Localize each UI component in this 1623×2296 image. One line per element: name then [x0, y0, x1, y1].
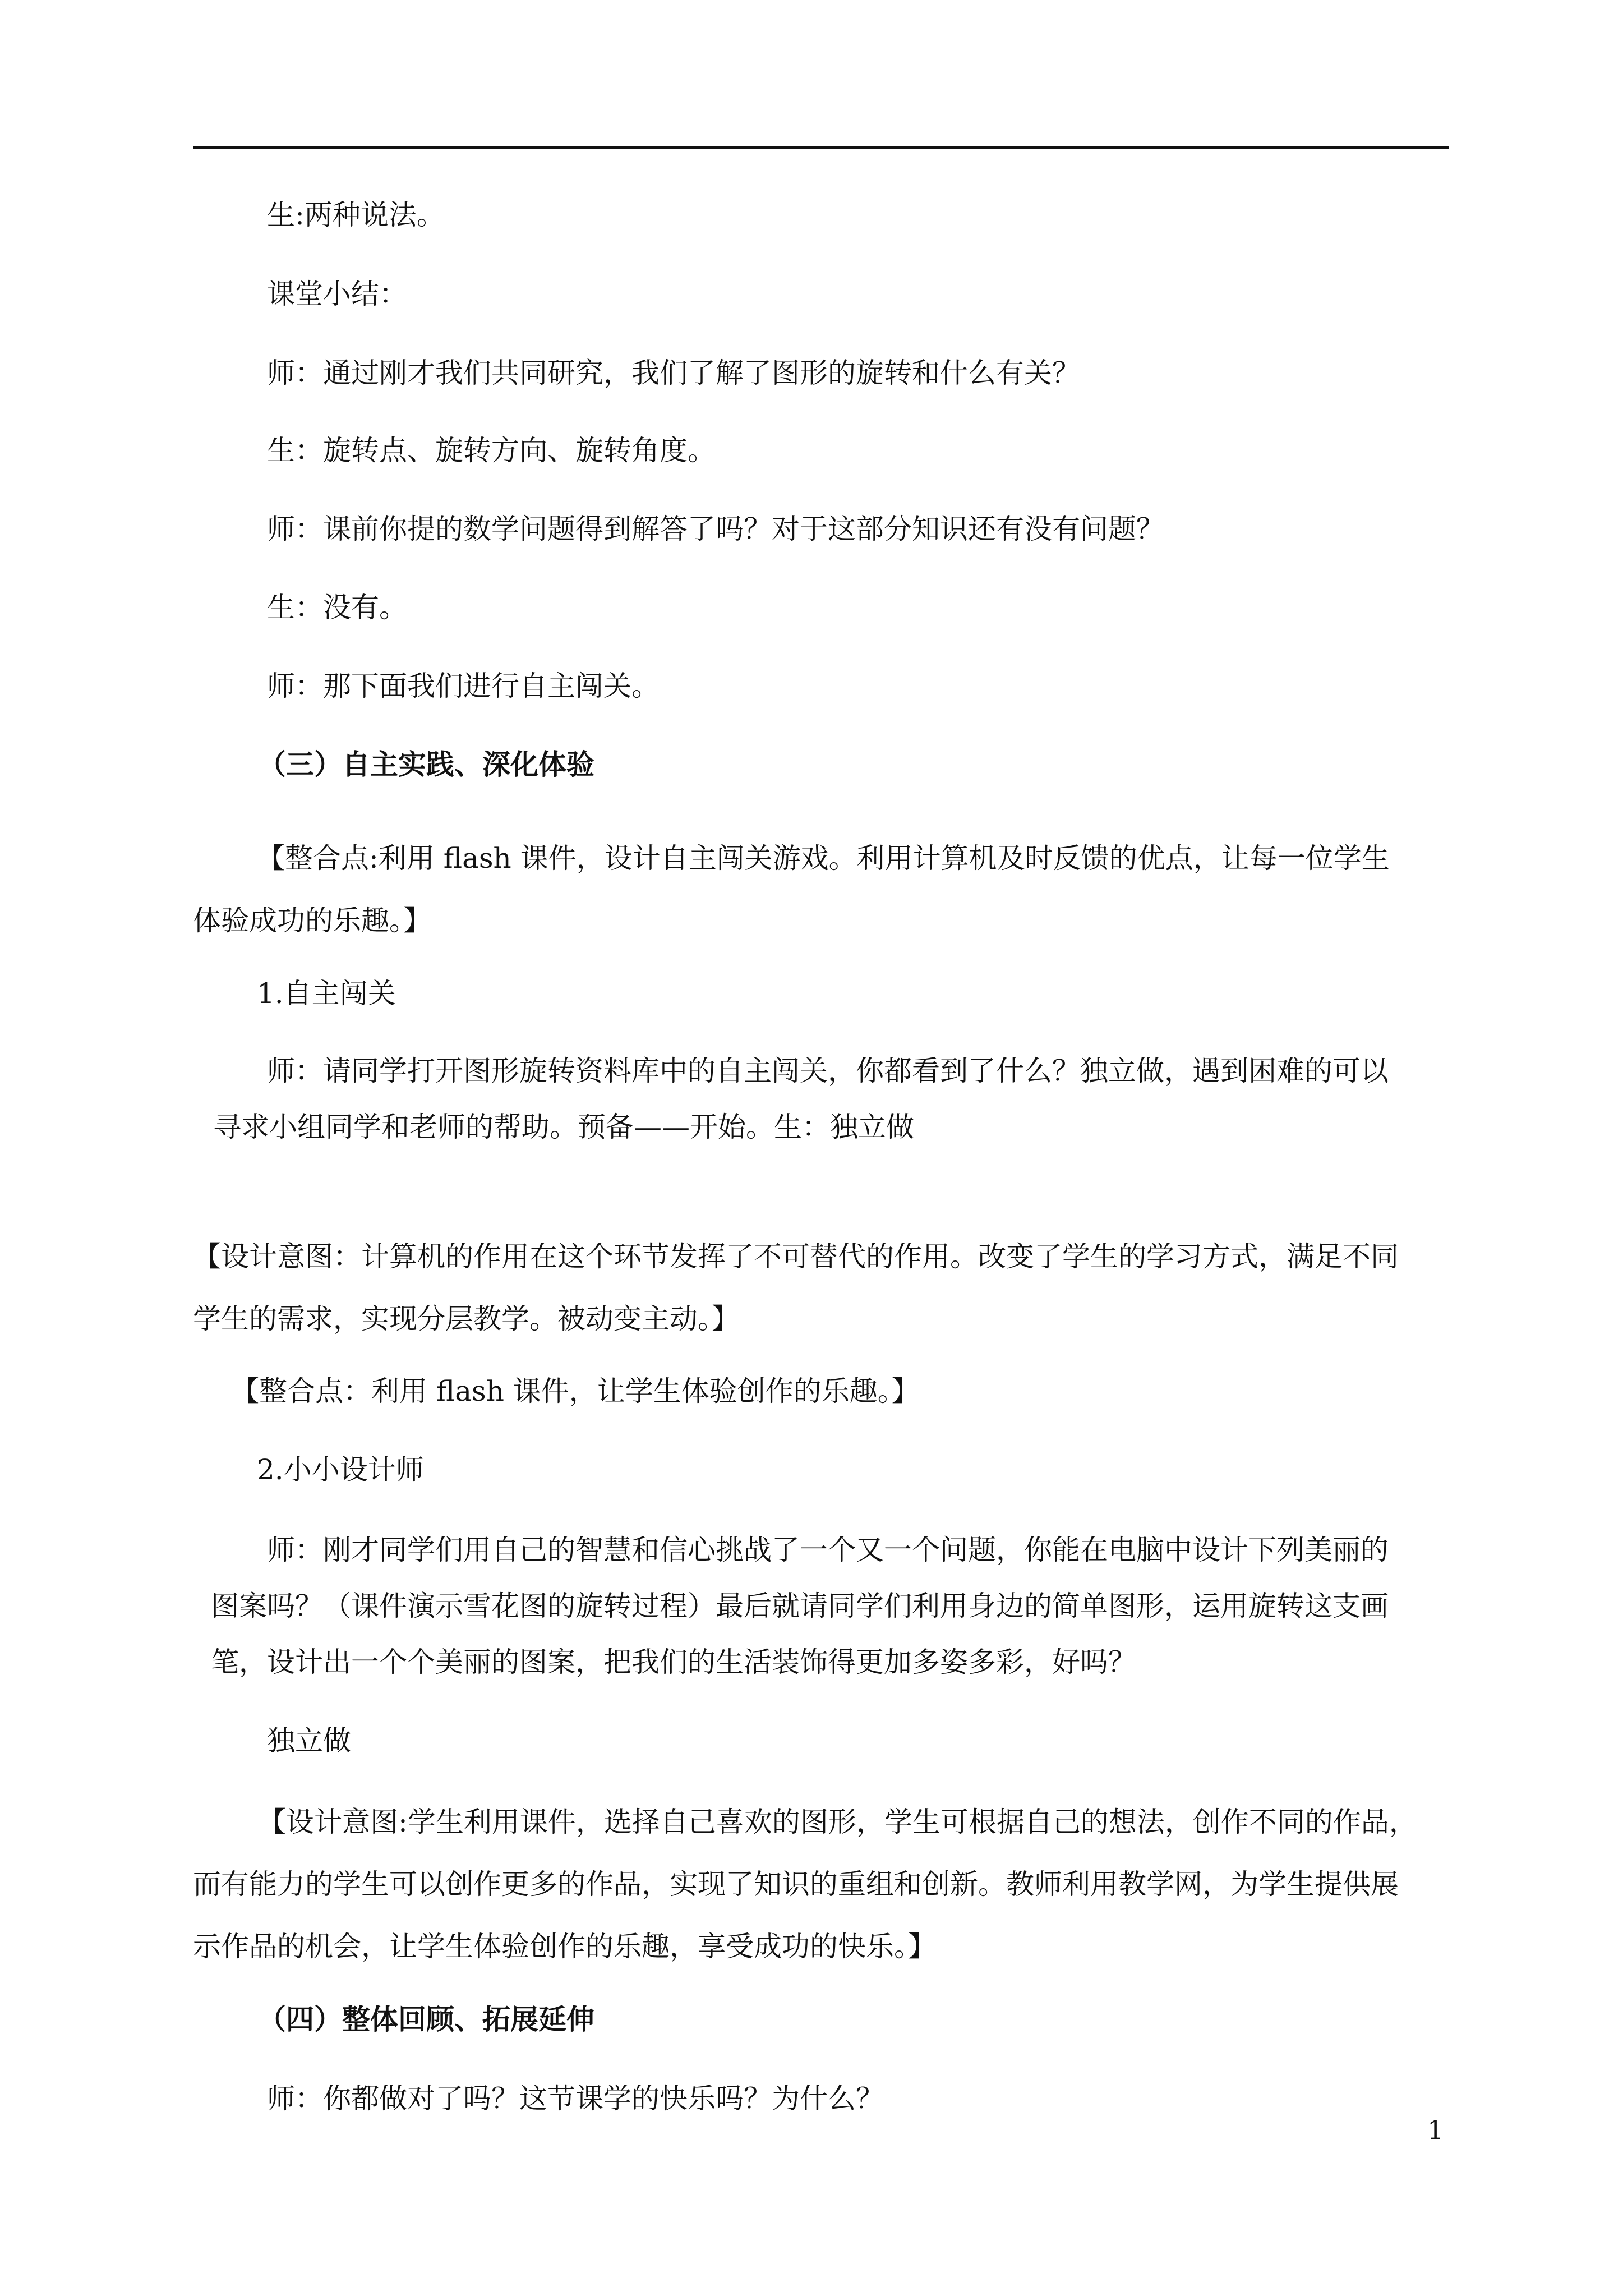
text-line: 2.小小设计师: [257, 1453, 424, 1486]
page-number: 1: [1427, 2115, 1444, 2145]
text-line: 【整合点:利用 flash 课件，设计自主闯关游戏。利用计算机及时反馈的优点，让每一位学生: [257, 842, 1390, 875]
text-line: 师：课前你提的数学问题得到解答了吗？对于这部分知识还有没有问题？: [267, 513, 1164, 545]
text-line: 学生的需求，实现分层教学。被动变主动。】: [193, 1303, 740, 1335]
text-line: 寻求小组同学和老师的帮助。预备——开始。生：独立做: [213, 1111, 914, 1143]
header-rule: [193, 146, 1449, 149]
text-line: 师：你都做对了吗？这节课学的快乐吗？为什么？: [267, 2082, 884, 2115]
text-line: 【整合点：利用 flash 课件，让学生体验创作的乐趣。】: [231, 1375, 920, 1407]
text-line: 【设计意图:学生利用课件，选择自己喜欢的图形，学生可根据自己的想法，创作不同的作品，: [258, 1806, 1417, 1838]
text-line: 生：旋转点、旋转方向、旋转角度。: [267, 434, 716, 467]
text-line: 课堂小结：: [267, 278, 407, 310]
text-line: 示作品的机会，让学生体验创作的乐趣，享受成功的快乐。】: [193, 1930, 936, 1963]
text-line: 笔，设计出一个个美丽的图案，把我们的生活装饰得更加多姿多彩，好吗？: [211, 1646, 1136, 1678]
text-line: 生：没有。: [267, 591, 407, 624]
text-line: 图案吗？（课件演示雪花图的旋转过程）最后就请同学们利用身边的简单图形，运用旋转这支画: [211, 1590, 1389, 1622]
text-line: 师：通过刚才我们共同研究，我们了解了图形的旋转和什么有关？: [267, 357, 1080, 389]
text-line: 独立做: [267, 1724, 351, 1757]
text-line: 体验成功的乐趣。】: [193, 904, 431, 937]
section-heading: （三）自主实践、深化体验: [258, 748, 594, 781]
text-line: 生:两种说法。: [267, 199, 445, 231]
text-line: 师：请同学打开图形旋转资料库中的自主闯关，你都看到了什么？独立做，遇到困难的可以: [267, 1055, 1389, 1087]
text-line: 而有能力的学生可以创作更多的作品，实现了知识的重组和创新。教师利用教学网，为学生提供展: [193, 1868, 1399, 1901]
text-line: 1.自主闯关: [257, 977, 396, 1010]
text-line: 【设计意图：计算机的作用在这个环节发挥了不可替代的作用。改变了学生的学习方式，满足不同: [193, 1240, 1399, 1273]
section-heading: （四）整体回顾、拓展延伸: [258, 2003, 594, 2036]
text-line: 师：刚才同学们用自己的智慧和信心挑战了一个又一个问题，你能在电脑中设计下列美丽的: [267, 1534, 1389, 1566]
text-line: 师：那下面我们进行自主闯关。: [267, 670, 660, 702]
